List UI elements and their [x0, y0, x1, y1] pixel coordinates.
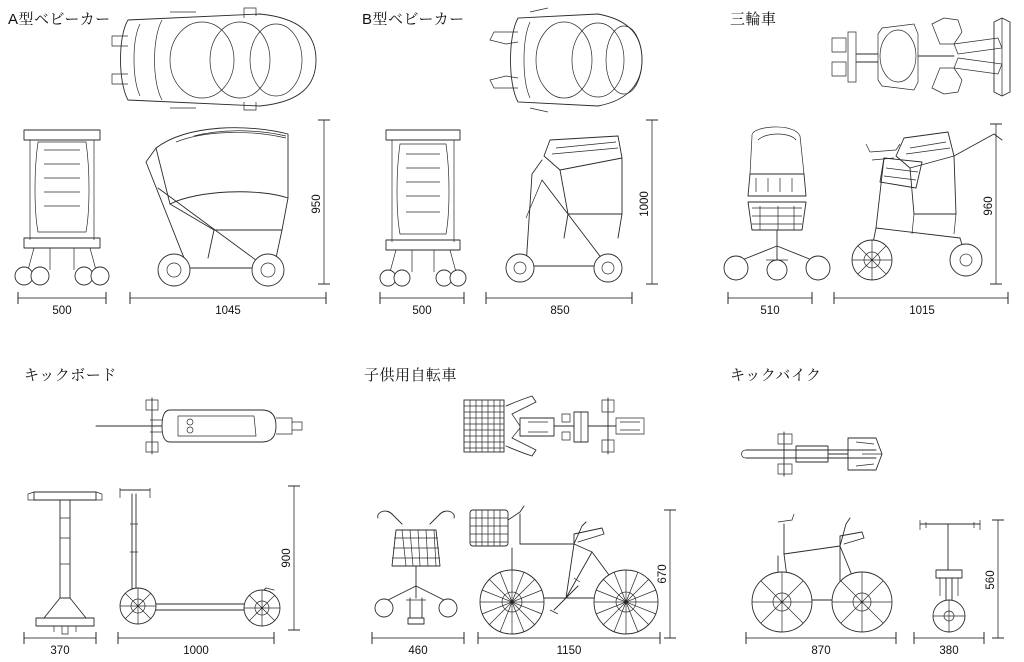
- tricycle-dimension-lines: [716, 276, 1016, 316]
- kids-bicycle-side-view: [462, 498, 662, 643]
- item-title: キックバイク: [730, 367, 822, 384]
- a-type-dimension-lines: [4, 276, 334, 316]
- item-b-type-stroller: [362, 8, 465, 29]
- item-tricycle: [730, 8, 777, 29]
- kids-bicycle-top-view: [458, 392, 658, 464]
- tricycle-top-view: [822, 4, 1022, 114]
- item-kids-bicycle: [364, 364, 457, 385]
- kick-bike-top-view: [736, 420, 896, 490]
- item-kick-bike: [730, 364, 822, 385]
- dim-b-width: 500: [412, 305, 432, 317]
- b-type-front-view: [374, 120, 474, 290]
- b-type-top-view: [488, 6, 658, 111]
- dim-kids-bicycle-length: 1150: [556, 645, 582, 657]
- dim-kickboard-length: 1000: [183, 645, 209, 657]
- kick-bike-height-dim: [976, 500, 1020, 650]
- dim-kick-bike-height: 560: [985, 570, 997, 590]
- a-type-side-view: [128, 118, 328, 290]
- item-title: 子供用自転車: [364, 367, 458, 384]
- kickboard-top-view: [86, 392, 306, 462]
- dim-kids-bicycle-width: 460: [408, 645, 428, 657]
- item-kickboard: [24, 364, 117, 385]
- item-title: A型ベビーカー: [8, 11, 111, 28]
- kickboard-dimension-lines: [10, 624, 310, 662]
- item-title: B型ベビーカー: [362, 11, 465, 28]
- item-title: 三輪車: [730, 11, 777, 28]
- kids-bicycle-front-view: [366, 500, 476, 640]
- dim-kick-bike-length: 870: [811, 645, 831, 657]
- dim-kickboard-width: 370: [50, 645, 70, 657]
- dim-tricycle-width: 510: [760, 305, 780, 317]
- dim-kids-bicycle-height: 670: [657, 564, 669, 584]
- kids-bicycle-dimension-lines: [360, 624, 670, 662]
- b-type-dimension-lines: [368, 276, 668, 316]
- dim-b-height: 1000: [639, 191, 651, 217]
- a-type-top-view: [110, 6, 330, 111]
- dim-kickboard-height: 900: [281, 548, 293, 568]
- item-a-type-stroller: [8, 8, 111, 29]
- b-type-height-dim: [628, 112, 668, 302]
- tricycle-front-view: [722, 118, 832, 288]
- item-title: キックボード: [24, 367, 117, 384]
- dim-kick-bike-width: 380: [939, 645, 959, 657]
- dim-a-length: 1045: [215, 305, 241, 317]
- tricycle-height-dim: [976, 112, 1016, 302]
- dim-tricycle-height: 960: [983, 196, 995, 216]
- dim-b-length: 850: [550, 305, 570, 317]
- kids-bicycle-height-dim: [644, 498, 688, 648]
- dim-a-height: 950: [311, 194, 323, 214]
- kickboard-height-dim: [268, 472, 312, 648]
- dim-a-width: 500: [52, 305, 72, 317]
- a-type-front-view: [10, 120, 115, 290]
- dim-tricycle-length: 1015: [909, 305, 935, 317]
- a-type-height-dim: [300, 112, 340, 302]
- kickboard-front-view: [16, 478, 116, 638]
